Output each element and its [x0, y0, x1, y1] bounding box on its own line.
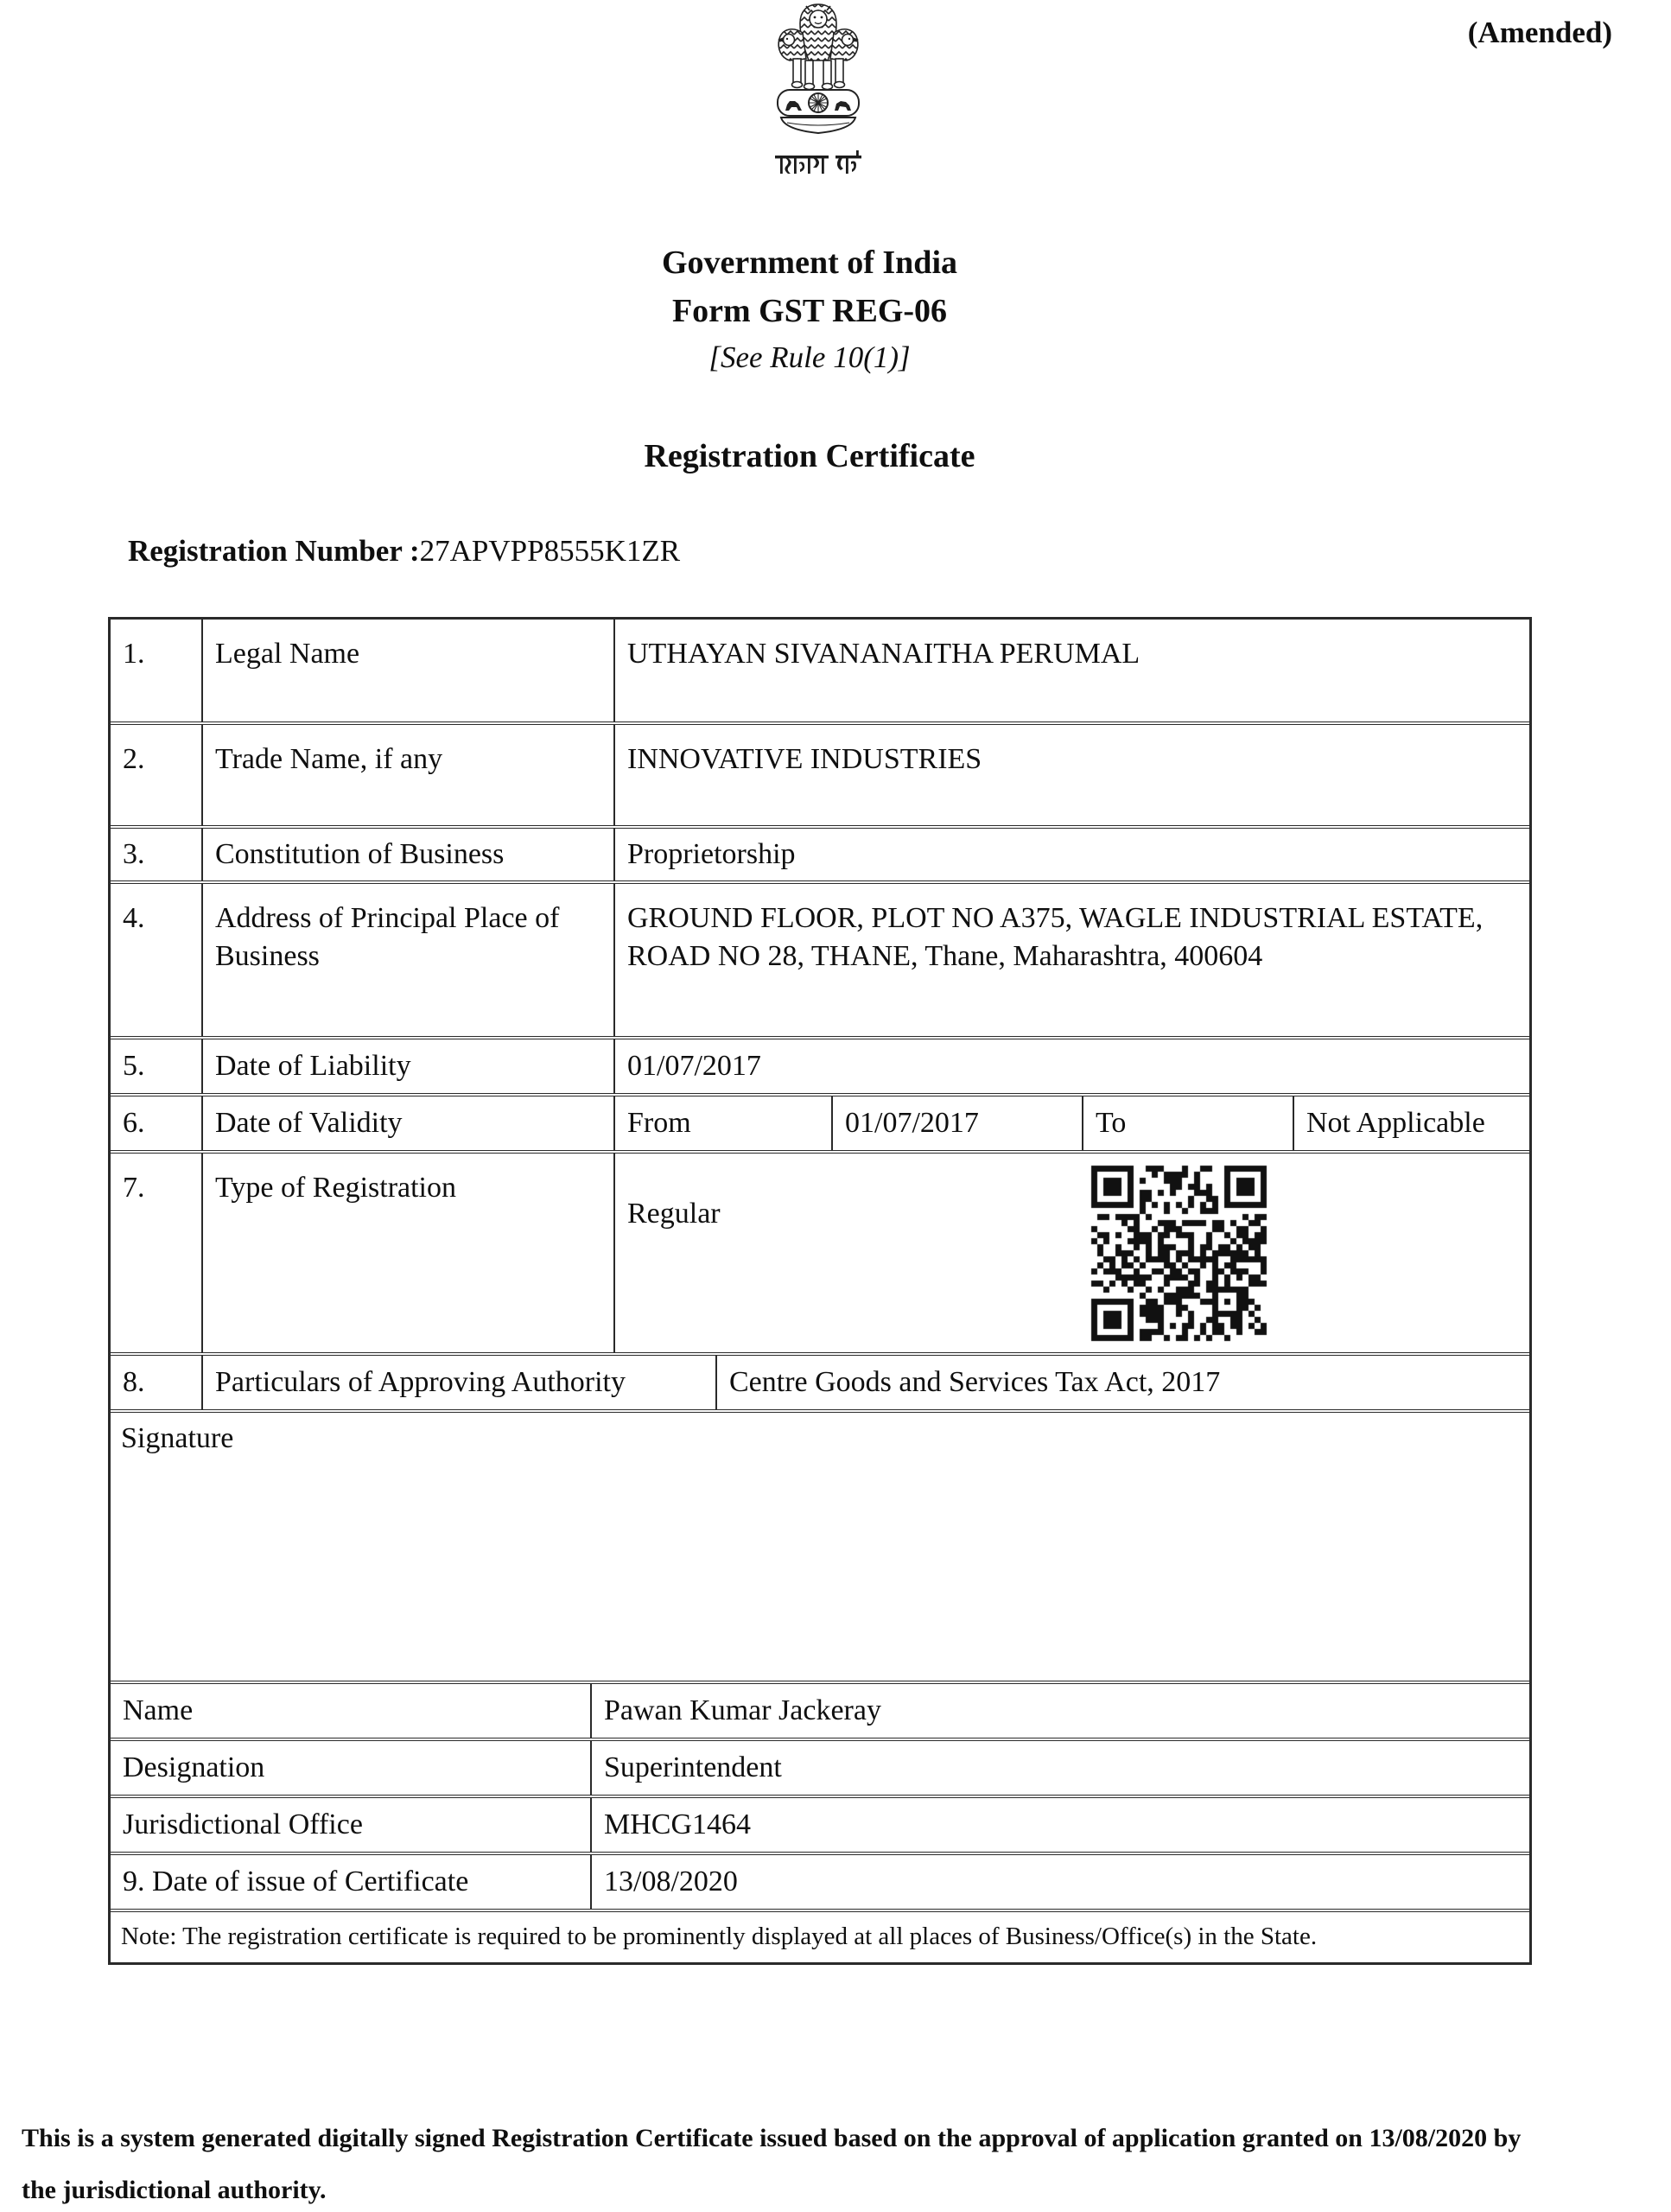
note-text: Note: The registration certificate is required to be prominently displayed at all places of Business/Office(s) in the State. [121, 1923, 1318, 1951]
row-value: Proprietorship [613, 829, 1529, 880]
table-row-trade-name [111, 721, 1529, 825]
row-label: Name [123, 1694, 194, 1726]
table-row-date-of-liability [111, 1036, 1529, 1093]
row-label: Trade Name, if any [201, 725, 613, 825]
row-value: INNOVATIVE INDUSTRIES [613, 725, 1529, 825]
row-value: UTHAYAN SIVANANAITHA PERUMAL [613, 620, 1529, 721]
row-label: Constitution of Business [201, 829, 613, 880]
validity-from-value: 01/07/2017 [831, 1096, 1082, 1150]
row-number: 3. [123, 837, 145, 870]
table-row-date-of-issue [111, 1852, 1529, 1909]
emblem-of-india-icon [764, 2, 873, 187]
footer-line-1: This is a system generated digitally signed Registration Certificate issued based on the approval of application granted on 13/08/2020 by [22, 2124, 1522, 2152]
table-row-officer-designation [111, 1738, 1529, 1795]
row-label: Legal Name [201, 620, 613, 721]
registration-type-cell [613, 1154, 1529, 1352]
row-value: Regular [627, 1198, 721, 1230]
footer-statement [22, 2126, 1655, 2203]
row-label: Address of Principal Place of Business [201, 884, 613, 1036]
row-label: Designation [123, 1751, 265, 1783]
row-number: 4. [123, 902, 145, 934]
qr-code [1090, 1164, 1268, 1343]
registration-number-line [128, 534, 680, 569]
table-row-officer-name [111, 1681, 1529, 1738]
row-number: 2. [123, 743, 145, 775]
signature-label: Signature [121, 1422, 234, 1454]
footer-line-2: the jurisdictional authority. [22, 2176, 327, 2204]
row-number: 1. [123, 638, 145, 670]
row-number: 6. [123, 1106, 145, 1139]
table-row-type-of-registration [111, 1150, 1529, 1352]
row-label: Type of Registration [201, 1154, 613, 1352]
registration-number-label: Registration Number : [128, 534, 420, 568]
row-number: 7. [123, 1172, 145, 1204]
certificate-table [108, 617, 1532, 1965]
government-of-india-heading: Government of India [662, 245, 957, 281]
row-number: 5. [123, 1049, 145, 1082]
table-row-constitution [111, 825, 1529, 880]
row-value: 01/07/2017 [613, 1039, 1529, 1093]
signature-row [111, 1409, 1529, 1681]
row-value: MHCG1464 [590, 1798, 1529, 1852]
motto-text [775, 150, 861, 174]
registration-certificate-title: Registration Certificate [644, 438, 975, 474]
row-label: Particulars of Approving Authority [201, 1356, 715, 1409]
table-row-jurisdictional-office [111, 1795, 1529, 1852]
see-rule-subheading: [See Rule 10(1)] [708, 340, 911, 374]
table-row-approving-authority [111, 1352, 1529, 1409]
form-gst-reg06-heading: Form GST REG-06 [671, 293, 948, 329]
row-value: Superintendent [590, 1741, 1529, 1795]
validity-to-label: To [1082, 1096, 1293, 1150]
note-row [111, 1909, 1529, 1962]
row-label: Date of Liability [201, 1039, 613, 1093]
table-row-date-of-validity [111, 1093, 1529, 1150]
validity-from-label: From [613, 1096, 831, 1150]
row-value: 13/08/2020 [590, 1855, 1529, 1909]
registration-number-value: 27APVPP8555K1ZR [419, 534, 681, 568]
validity-to-value: Not Applicable [1293, 1096, 1529, 1150]
amended-tag: (Amended) [1467, 16, 1612, 49]
row-label: Date of Validity [201, 1096, 613, 1150]
row-number: 8. [123, 1365, 145, 1398]
row-value: Centre Goods and Services Tax Act, 2017 [715, 1356, 1529, 1409]
table-row-address [111, 880, 1529, 1036]
row-value: Pawan Kumar Jackeray [590, 1684, 1529, 1738]
row-value: GROUND FLOOR, PLOT NO A375, WAGLE INDUSTRIAL ESTATE, ROAD NO 28, THANE, Thane, Maharashtra, 400604 [613, 884, 1529, 1036]
table-row-legal-name [111, 620, 1529, 721]
row-label: Jurisdictional Office [123, 1808, 363, 1840]
lion-capital-icon [764, 2, 873, 187]
row-label: 9. Date of issue of Certificate [123, 1865, 469, 1897]
